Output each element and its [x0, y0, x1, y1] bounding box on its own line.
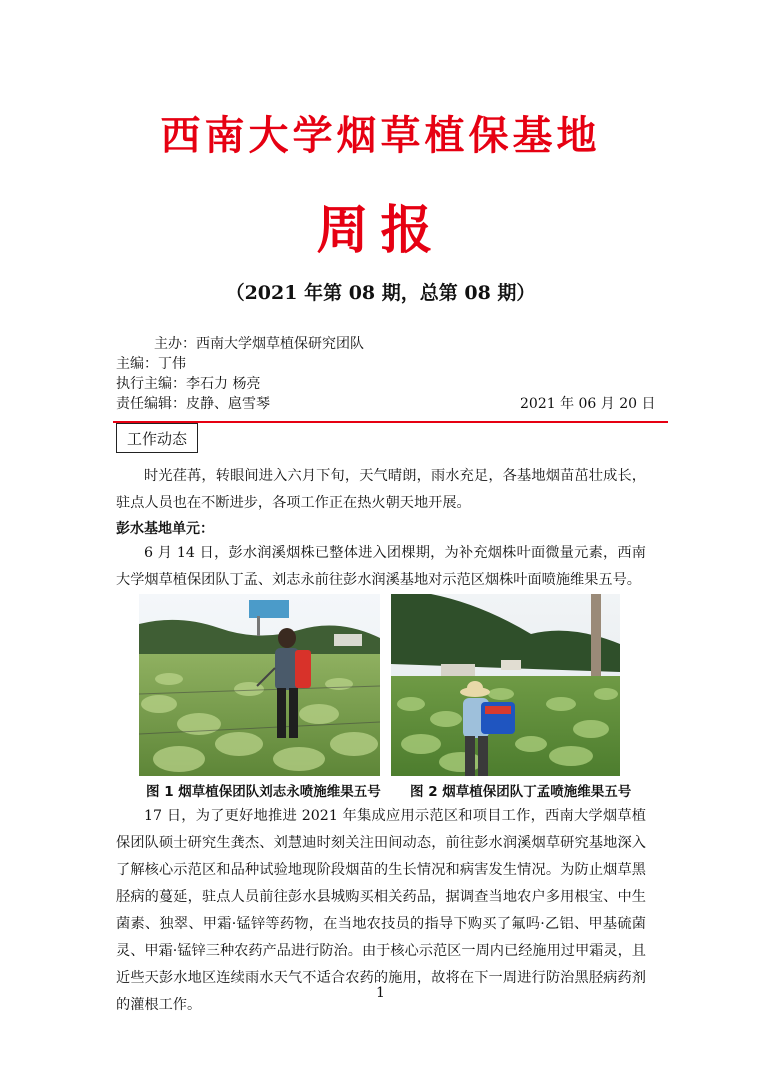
report-title: 西南大学烟草植保基地 — [160, 112, 601, 159]
page-number: 1 — [376, 985, 385, 1001]
figure-1-photo — [139, 594, 380, 776]
paragraph-june14: 6 月 14 日，彭水润溪烟株已整体进入团棵期，为补充烟株叶面微量元素，西南大学烟草植保团队丁孟、刘志永前往彭水润溪基地对示范区烟株叶面喷施维果五号。 — [116, 545, 646, 588]
paragraph-june17: 17 日，为了更好地推进 2021 年集成应用示范区和项目工作，西南大学烟草植保团队硕士研究生龚杰、刘慧迪时刻关注田间动态，前往彭水润溪烟草研究基地深入了解核心示范区和品种试验地现阶段烟苗的生长情况和病害发生情况。为防止烟草黑胫病的蔓延，驻点人员前往彭水县城购买相关药品，据调查当地农户多用根宝、中生菌素、独翠、甲霜·锰锌等药物，在当地农技员的指导下购买了氟吗·乙铝、甲基硫菌灵、甲霜·锰锌三种农药产品进行防治。由于核心示范区一周内已经施用过甲霜灵，且近些天彭水地区连续雨水天气不适合农药的施用，故将在下一周进行防治黑胫病药剂的灌根工作。 — [116, 808, 646, 1013]
issue-number: （2021 年第 08 期，总第 08 期） — [225, 282, 536, 304]
report-subtitle: 周报 — [316, 200, 445, 261]
figure-1-caption: 图 1 烟草植保团队刘志永喷施维果五号 — [146, 784, 381, 800]
chief-editor: 主编：丁伟 — [116, 356, 186, 372]
organizer: 主办：西南大学烟草植保研究团队 — [154, 336, 364, 352]
responsible-editor: 责任编辑：皮静、扈雪琴 — [116, 396, 270, 412]
intro-paragraph: 时光荏苒，转眼间进入六月下旬，天气晴朗，雨水充足，各基地烟苗茁壮成长，驻点人员也在不断进步，各项工作正在热火朝天地开展。 — [116, 468, 646, 511]
section-title: 工作动态 — [116, 423, 198, 453]
executive-editor: 执行主编：李石力 杨亮 — [116, 376, 261, 392]
figure-2-photo — [391, 594, 620, 776]
figure-2-caption: 图 2 烟草植保团队丁孟喷施维果五号 — [410, 784, 632, 800]
publish-date: 2021 年 06 月 20 日 — [520, 396, 656, 412]
unit-heading: 彭水基地单元： — [116, 521, 214, 537]
